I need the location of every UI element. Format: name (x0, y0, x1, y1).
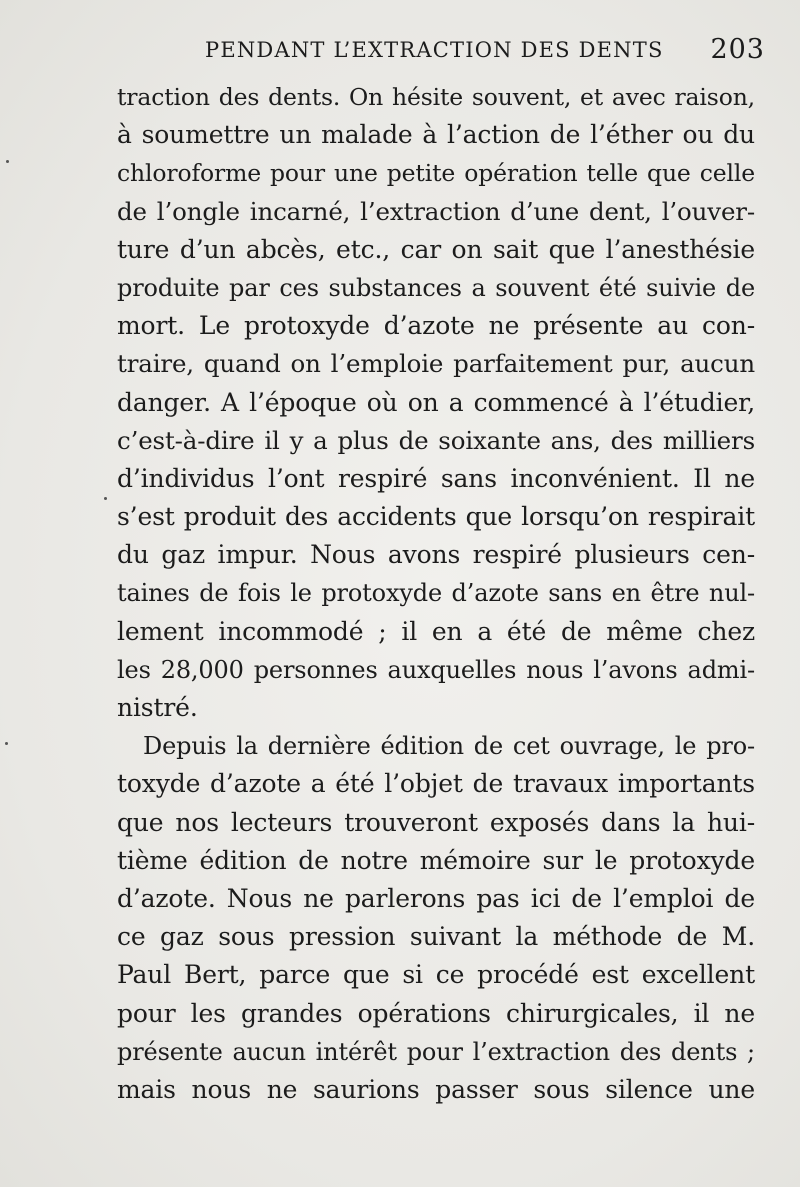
text-line: pour les grandes opérations chirurgicales, il ne (117, 998, 755, 1028)
text-line: de l’ongle incarné, l’extraction d’une dent, l’ouver- (117, 196, 755, 226)
paragraph-first-line: Depuis la dernière édition de cet ouvrage, le pro- (143, 732, 755, 761)
text-line: que nos lecteurs trouveront exposés dans la hui- (117, 807, 755, 837)
text-line: à soumettre un malade à l’action de l’éther ou du (117, 120, 755, 150)
text-line: du gaz impur. Nous avons respiré plusieurs cen- (117, 540, 755, 570)
text-line: ce gaz sous pression suivant la méthode de M. (117, 922, 755, 952)
text-line: mort. Le protoxyde d’azote ne présente au con- (117, 311, 755, 341)
text-line: mais nous ne saurions passer sous silence une (117, 1074, 755, 1104)
text-line: les 28,000 personnes auxquelles nous l’avons admi- (117, 655, 755, 684)
page-number: 203 (710, 34, 765, 65)
text-line: d’azote. Nous ne parlerons pas ici de l’emploi de (117, 883, 755, 913)
running-title: PENDANT L’EXTRACTION DES DENTS (205, 38, 664, 62)
text-line: c’est-à-dire il y a plus de soixante ans, des milliers (117, 425, 755, 455)
text-line: danger. A l’époque où on a commencé à l’étudier, (117, 387, 755, 417)
text-line: d’individus l’ont respiré sans inconvénient. Il ne (117, 463, 755, 493)
text-line: taines de fois le protoxyde d’azote sans en être nul- (117, 579, 755, 608)
paper-speck (6, 160, 9, 163)
page-header (205, 34, 765, 68)
text-line: toxyde d’azote a été l’objet de travaux importants (117, 769, 755, 799)
text-line: chloroforme pour une petite opération telle que celle (117, 159, 755, 188)
text-line: nistré. (117, 693, 198, 722)
text-line: lement incommodé ; il en a été de même chez (117, 616, 755, 646)
text-line: traction des dents. On hésite souvent, et avec raison, (117, 83, 755, 111)
text-line: traire, quand on l’emploie parfaitement pur, aucun (117, 349, 755, 379)
text-line: présente aucun intérêt pour l’extraction des dents ; (117, 1037, 755, 1066)
text-line: tième édition de notre mémoire sur le protoxyde (117, 845, 755, 875)
text-line: s’est produit des accidents que lorsqu’on respirait (117, 502, 755, 532)
text-line: ture d’un abcès, etc., car on sait que l’anesthésie (117, 234, 755, 264)
text-line: produite par ces substances a souvent été suivie de (117, 273, 755, 302)
paper-speck (104, 497, 107, 500)
body-text (117, 78, 755, 1109)
paper-speck (5, 742, 8, 745)
text-line: Paul Bert, parce que si ce procédé est excellent (117, 960, 755, 990)
